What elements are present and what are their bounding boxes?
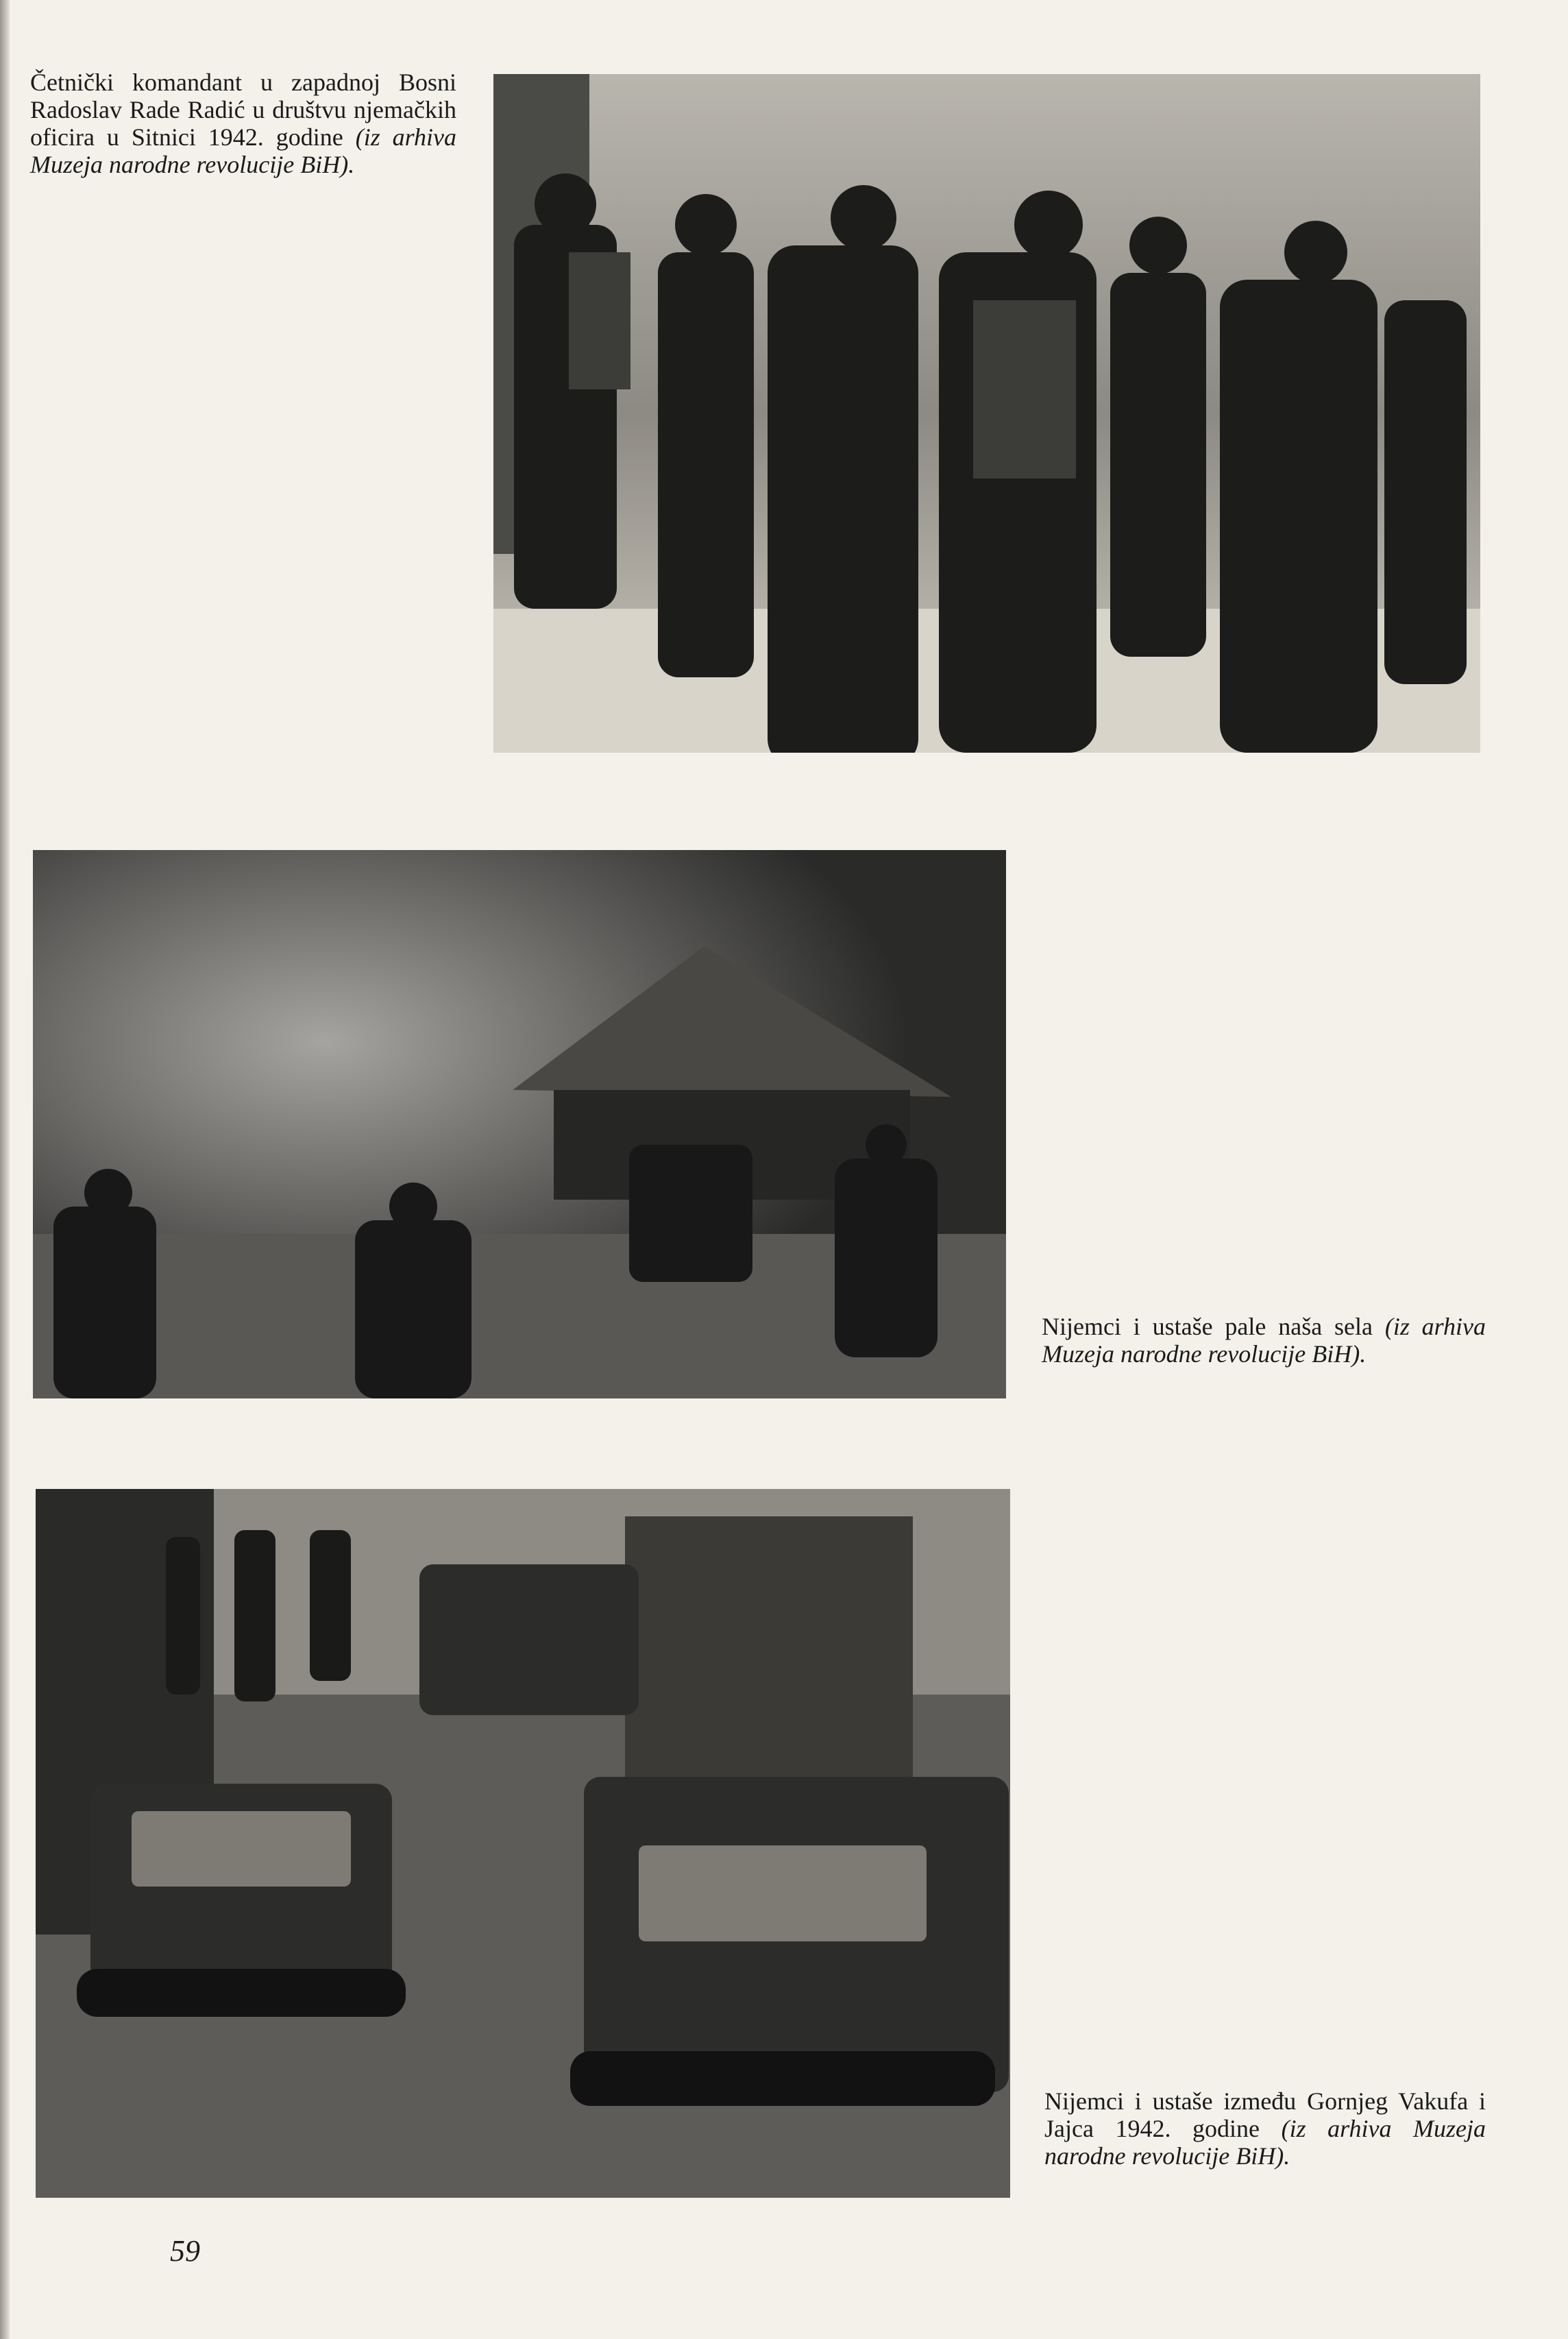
caption-tanks-text: Nijemci i ustaše između Gornjeg Vakufa i Jajca 1942. godine <box>1044 2087 1486 2142</box>
photo-officers-group <box>493 74 1480 753</box>
caption-officers-source: (iz arhiva Muzeja narodne revolucije BiH). <box>30 123 456 178</box>
caption-tanks <box>1044 2087 1486 2170</box>
page-edge <box>0 0 10 2339</box>
page-number: 59 <box>170 2234 200 2268</box>
caption-tanks-source: (iz arhiva Muzeja narodne revolucije BiH). <box>1044 2115 1486 2170</box>
caption-burning-village-text: Nijemci i ustaše pale naša sela <box>1042 1313 1385 1340</box>
caption-officers <box>30 69 456 178</box>
caption-officers-text: Četnički komandant u zapadnoj Bosni Radoslav Rade Radić u društvu njemačkih oficira u Sitnici 1942. godine <box>30 69 456 151</box>
caption-burning-village-source: (iz arhiva Muzeja narodne revolucije BiH). <box>1042 1313 1486 1368</box>
photo-tanks <box>36 1489 1010 2198</box>
caption-burning-village <box>1042 1313 1486 1368</box>
photo-burning-village <box>33 850 1006 1398</box>
